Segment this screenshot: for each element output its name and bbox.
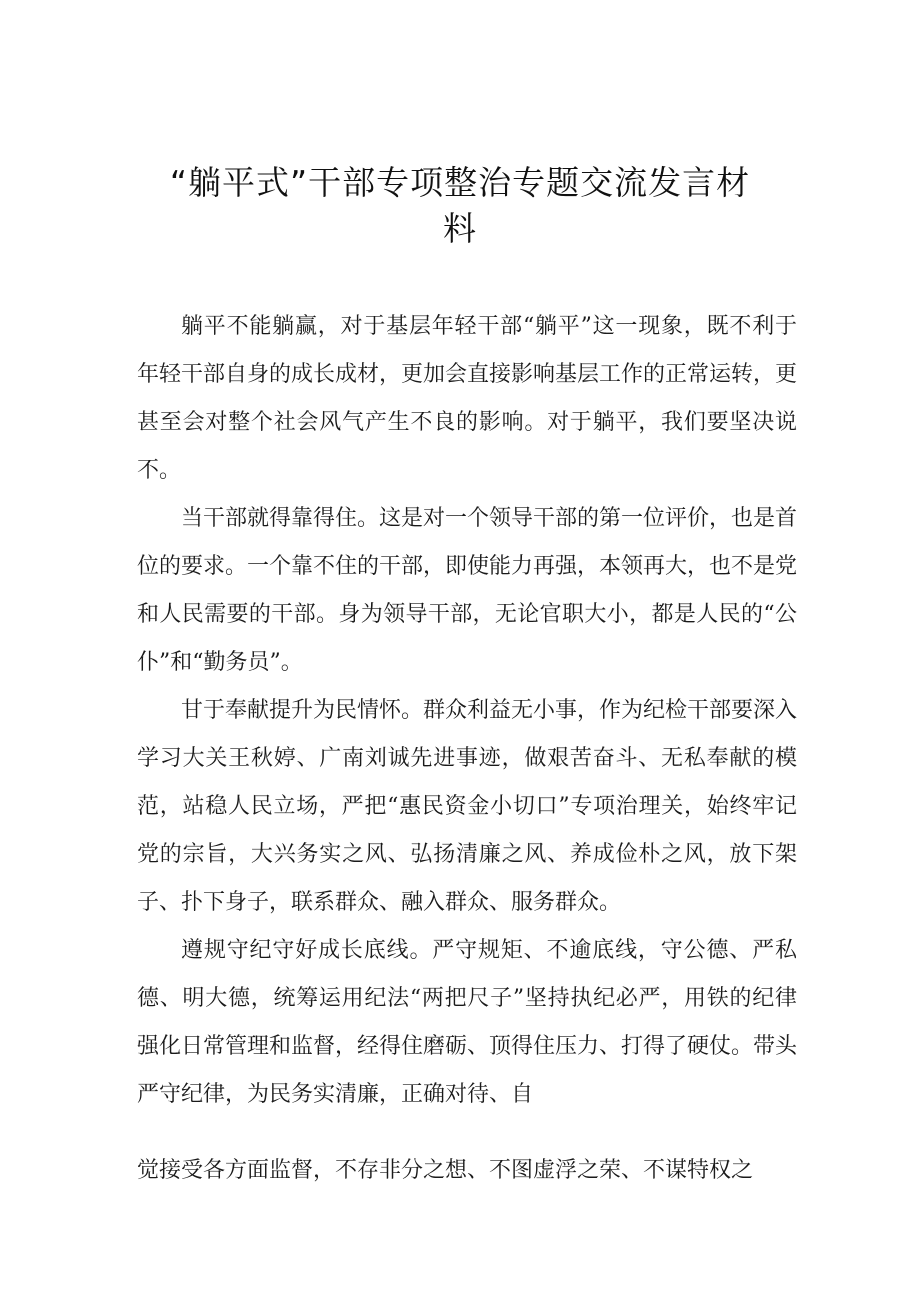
paragraph-4: 遵规守纪守好成长底线。严守规矩、不逾底线，守公德、严私德、明大德，统筹运用纪法“两把尺子”坚持执纪必严，用铁的纪律强化日常管理和监督，经得住磨砺、顶得住压力、打得了硬仗。带头严守纪律，为民务实清廉，正确对待、自 — [137, 938, 798, 1107]
paragraph-continuation: 觉接受各方面监督，不存非分之想、不图虚浮之荣、不谋特权之 — [137, 1158, 754, 1183]
paragraph-1: 躺平不能躺赢，对于基层年轻干部“躺平”这一现象，既不利于年轻干部自身的成长成材，更加会直接影响基层工作的正常运转，更甚至会对整个社会风气产生不良的影响。对于躺平，我们要坚决说不。 — [137, 314, 798, 483]
document-title-line-2: 料 — [443, 209, 477, 248]
document-title — [150, 160, 770, 252]
paragraph-3: 甘于奉献提升为民情怀。群众利益无小事，作为纪检干部要深入学习大关王秋婷、广南刘诚先进事迹，做艰苦奋斗、无私奉献的模范，站稳人民立场，严把“惠民资金小切口”专项治理关，始终牢记党的宗旨，大兴务实之风、弘扬清廉之风、养成俭朴之风，放下架子、扑下身子，联系群众、融入群众、服务群众。 — [137, 698, 798, 915]
document-body — [137, 303, 797, 1119]
paragraph-2: 当干部就得靠得住。这是对一个领导干部的第一位评价，也是首位的要求。一个靠不住的干部，即使能力再强，本领再大，也不是党和人民需要的干部。身为领导干部，无论官职大小，都是人民的“公仆”和“勤务员”。 — [137, 506, 798, 675]
document-title-line-1: “躺平式”干部专项整治专题交流发言材 — [169, 163, 751, 202]
